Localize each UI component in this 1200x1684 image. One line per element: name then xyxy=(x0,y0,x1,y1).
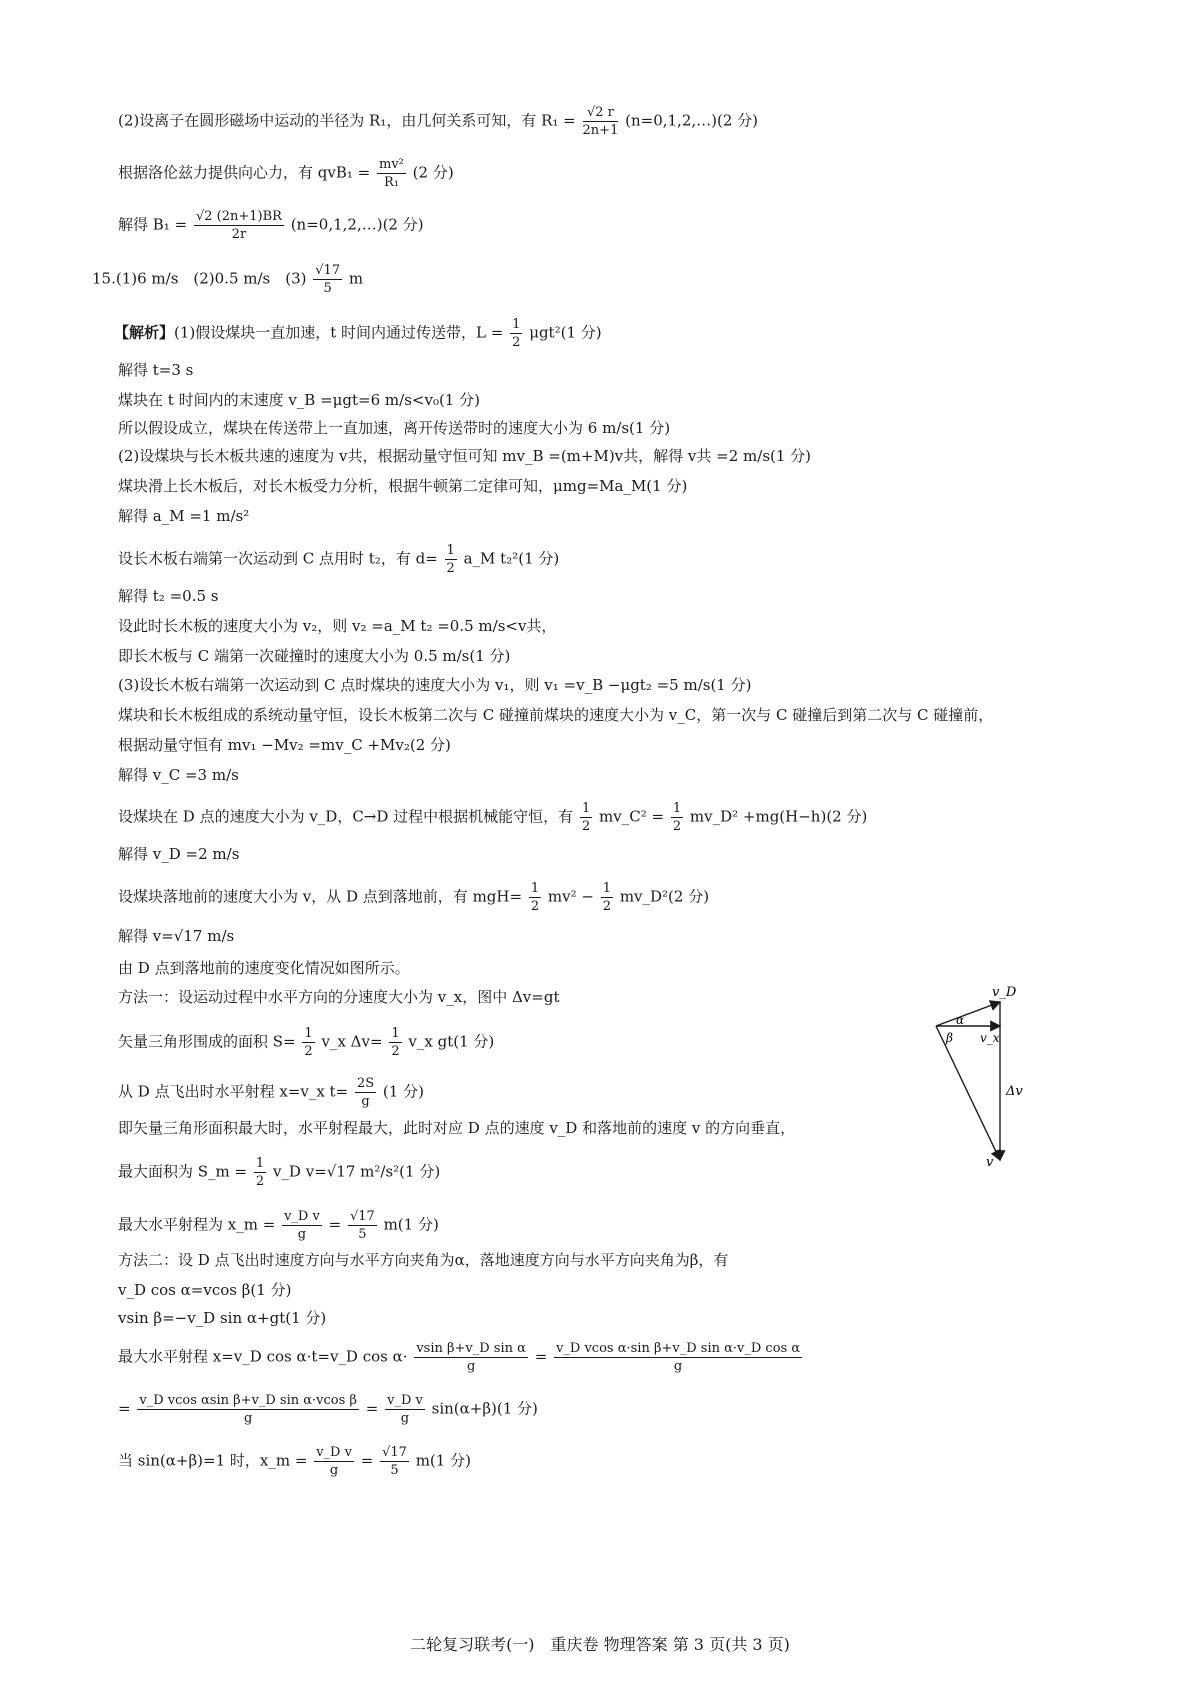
text: a_M t₂²(1 分) xyxy=(463,549,560,568)
text: mv_D²(2 分) xyxy=(619,887,710,906)
denominator: g xyxy=(400,1411,410,1426)
solution-line xyxy=(118,1444,471,1479)
vx-label: v_x xyxy=(980,1031,1000,1045)
numerator: 1 xyxy=(391,1026,400,1041)
text: (n=0,1,2,…)(2 分) xyxy=(625,111,759,130)
solution-line: 即矢量三角形面积最大时，水平射程最大，此时对应 D 点的速度 v_D 和落地前的速度 v 的方向垂直， xyxy=(118,1119,796,1137)
text: 设煤块落地前的速度大小为 v，从 D 点到落地前，有 mgH= xyxy=(118,887,523,906)
solution-line xyxy=(118,156,454,191)
text: 设长木板右端第一次运动到 C 点用时 t₂，有 d= xyxy=(118,549,438,568)
text: m xyxy=(348,269,364,288)
numerator: mv² xyxy=(379,157,404,172)
numerator: 1 xyxy=(672,801,682,816)
text: mv_C² = xyxy=(599,807,665,826)
denominator: 5 xyxy=(358,1227,367,1242)
alpha-label: α xyxy=(956,1013,965,1027)
dv-label: Δv xyxy=(1006,1084,1023,1099)
denominator: g xyxy=(466,1359,476,1374)
fraction xyxy=(385,1392,425,1427)
solution-line xyxy=(118,1392,538,1427)
numerator: 2S xyxy=(356,1076,375,1091)
solution-line xyxy=(118,542,559,577)
text: 根据洛伦兹力提供向心力，有 qvB₁ = xyxy=(118,163,371,182)
numerator: 1 xyxy=(602,881,612,896)
text: mv_D² +mg(H−h)(2 分) xyxy=(689,807,868,826)
numerator: 1 xyxy=(255,1156,265,1171)
denominator: 5 xyxy=(390,1463,399,1478)
solution-line: 方法二：设 D 点飞出时速度方向与水平方向夹角为α，落地速度方向与水平方向夹角为β，有 xyxy=(118,1251,729,1269)
fraction xyxy=(580,800,592,835)
answer-line xyxy=(92,262,363,297)
text: = xyxy=(118,1399,131,1418)
denominator: R₁ xyxy=(383,175,399,190)
denominator: 2 xyxy=(602,899,612,914)
fraction xyxy=(510,316,522,351)
fraction xyxy=(380,1444,409,1479)
solution-line xyxy=(118,104,758,139)
v-vector xyxy=(936,1026,1000,1160)
fraction xyxy=(445,542,457,577)
numerator: vsin β+v_D sin α xyxy=(416,1341,526,1356)
solution-line xyxy=(118,208,424,243)
numerator: v_D vcos αsin β+v_D sin α·vcos β xyxy=(139,1393,357,1408)
solution-line: 设此时长木板的速度大小为 v₂，则 v₂ =a_M t₂ =0.5 m/s<v共， xyxy=(118,617,557,635)
numerator: 1 xyxy=(530,881,540,896)
text: 矢量三角形围成的面积 S= xyxy=(118,1032,296,1051)
solution-line xyxy=(114,316,602,351)
solution-line: 所以假设成立，煤块在传送带上一直加速，离开传送带时的速度大小为 6 m/s(1 分) xyxy=(118,419,671,437)
text: v_x Δv= xyxy=(321,1032,383,1051)
fraction xyxy=(282,1208,322,1243)
numerator: 1 xyxy=(304,1026,313,1041)
text: 解得 B₁ = xyxy=(118,215,188,234)
solution-line: 解得 v_D =2 m/s xyxy=(118,845,240,863)
solution-line xyxy=(118,1340,804,1375)
numerator: √2 r xyxy=(583,104,619,122)
fraction xyxy=(583,104,619,139)
numerator: √17 xyxy=(349,1209,375,1224)
solution-line xyxy=(118,880,709,915)
denominator: g xyxy=(673,1359,683,1374)
text: (1 分) xyxy=(382,1082,424,1101)
solution-line: 解得 t₂ =0.5 s xyxy=(118,587,219,605)
text: 设煤块在 D 点的速度大小为 v_D，C→D 过程中根据机械能守恒，有 xyxy=(118,807,574,826)
numerator: v_D v xyxy=(387,1393,423,1408)
beta-label: β xyxy=(946,1031,953,1045)
solution-line: 解得 v=√17 m/s xyxy=(118,927,235,945)
denominator: 2 xyxy=(581,819,591,834)
solution-line xyxy=(118,1155,440,1190)
text: (n=0,1,2,…)(2 分) xyxy=(290,215,424,234)
fraction xyxy=(302,1025,314,1060)
solution-line: (3)设长木板右端第一次运动到 C 点时煤块的速度大小为 v₁，则 v₁ =v_B −μgt₂ =5 m/s(1 分) xyxy=(118,676,752,694)
text: mv² − xyxy=(547,887,594,906)
numerator: v_D vcos α·sin β+v_D sin α·v_D cos α xyxy=(556,1341,801,1356)
numerator: 1 xyxy=(512,317,521,332)
solution-line: v_D cos α=vcos β(1 分) xyxy=(118,1281,292,1299)
fraction xyxy=(355,1075,376,1110)
v-label: v xyxy=(986,1155,994,1170)
solution-line: 煤块和长木板组成的系统动量守恒，设长木板第二次与 C 碰撞前煤块的速度大小为 v_C，第一次与 C 碰撞后到第二次与 C 碰撞前， xyxy=(118,706,994,724)
fraction xyxy=(348,1208,377,1243)
denominator: 2 xyxy=(530,899,540,914)
denominator: 2 xyxy=(391,1044,400,1059)
text: sin(α+β)(1 分) xyxy=(431,1399,538,1418)
solution-line xyxy=(118,1025,494,1060)
solution-line: 方法一：设运动过程中水平方向的分速度大小为 v_x，图中 Δv=gt xyxy=(118,988,560,1006)
fraction xyxy=(601,880,613,915)
numerator: √2 (2n+1)BR xyxy=(195,209,282,224)
numerator: 1 xyxy=(581,801,591,816)
denominator: g xyxy=(329,1463,339,1478)
text: = xyxy=(360,1451,374,1470)
vD-vector xyxy=(936,1002,1000,1026)
fraction xyxy=(414,1340,528,1375)
numerator: v_D v xyxy=(284,1209,320,1224)
fraction xyxy=(137,1392,359,1427)
fraction xyxy=(313,262,342,297)
text: = xyxy=(328,1215,342,1234)
text: (2 分) xyxy=(412,163,454,182)
page-footer: 二轮复习联考(一) 重庆卷 物理答案 第 3 页(共 3 页) xyxy=(410,1635,790,1654)
denominator: 2 xyxy=(255,1174,265,1189)
numerator: √17 xyxy=(382,1445,407,1460)
solution-line: 根据动量守恒有 mv₁ −Mv₂ =mv_C +Mv₂(2 分) xyxy=(118,736,451,754)
velocity-triangle-diagram xyxy=(920,980,1050,1170)
fraction xyxy=(377,156,406,191)
text: m(1 分) xyxy=(383,1215,439,1234)
denominator: 2 xyxy=(512,335,521,350)
analysis-tag: 【解析】 xyxy=(114,323,175,342)
text: v_D v=√17 m²/s²(1 分) xyxy=(272,1162,441,1181)
fraction xyxy=(194,208,284,243)
solution-line: 煤块在 t 时间内的末速度 v_B =μgt=6 m/s<v₀(1 分) xyxy=(118,391,480,409)
denominator: g xyxy=(361,1094,370,1109)
solution-line: vsin β=−v_D sin α+gt(1 分) xyxy=(118,1309,327,1327)
denominator: g xyxy=(243,1411,253,1426)
denominator: 2 xyxy=(304,1044,313,1059)
solution-line: 煤块滑上长木板后，对长木板受力分析，根据牛顿第二定律可知，μmg=Ma_M(1 分) xyxy=(118,477,688,495)
text: μgt²(1 分) xyxy=(529,323,602,342)
denominator: g xyxy=(297,1227,307,1242)
fraction xyxy=(314,1444,354,1479)
denominator: 2 xyxy=(446,561,455,576)
solution-line xyxy=(118,1075,424,1110)
text: v_x gt(1 分) xyxy=(408,1032,495,1051)
numerator: √17 xyxy=(315,263,341,278)
fraction xyxy=(254,1155,266,1190)
denominator: 2n+1 xyxy=(582,123,619,138)
solution-line: (2)设煤块与长木板共速的速度为 v共，根据动量守恒可知 mv_B =(m+M)v共，解得 v共 =2 m/s(1 分) xyxy=(118,447,812,465)
denominator: 2r xyxy=(231,227,247,242)
text: 最大水平射程为 x_m = xyxy=(118,1215,276,1234)
numerator: v_D v xyxy=(316,1445,352,1460)
text: = xyxy=(365,1399,379,1418)
fraction xyxy=(554,1340,802,1375)
solution-line xyxy=(118,800,867,835)
numerator: 1 xyxy=(446,543,455,558)
solution-line: 即长木板与 C 端第一次碰撞时的速度大小为 0.5 m/s(1 分) xyxy=(118,647,511,665)
solution-line: 解得 a_M =1 m/s² xyxy=(118,507,250,525)
text: 最大面积为 S_m = xyxy=(118,1162,248,1181)
text: m(1 分) xyxy=(415,1451,471,1470)
text: 从 D 点飞出时水平射程 x=v_x t= xyxy=(118,1082,349,1101)
text: 当 sin(α+β)=1 时，x_m = xyxy=(118,1451,308,1470)
text: 15.(1)6 m/s (2)0.5 m/s (3) xyxy=(92,269,307,288)
solution-line: 解得 v_C =3 m/s xyxy=(118,766,239,784)
solution-line xyxy=(118,1208,439,1243)
solution-line: 解得 t=3 s xyxy=(118,361,194,379)
fraction xyxy=(671,800,683,835)
fraction xyxy=(389,1025,401,1060)
vD-label: v_D xyxy=(992,985,1017,1000)
fraction xyxy=(529,880,541,915)
denominator: 5 xyxy=(323,281,332,296)
text: (1)假设煤块一直加速，t 时间内通过传送带，L = xyxy=(174,323,504,342)
text: 最大水平射程 x=v_D cos α·t=v_D cos α· xyxy=(118,1347,408,1366)
denominator: 2 xyxy=(672,819,682,834)
text: = xyxy=(534,1347,548,1366)
solution-line: 由 D 点到落地前的速度变化情况如图所示。 xyxy=(118,959,410,977)
text: (2)设离子在圆形磁场中运动的半径为 R₁，由几何关系可知，有 R₁ = xyxy=(118,111,576,130)
